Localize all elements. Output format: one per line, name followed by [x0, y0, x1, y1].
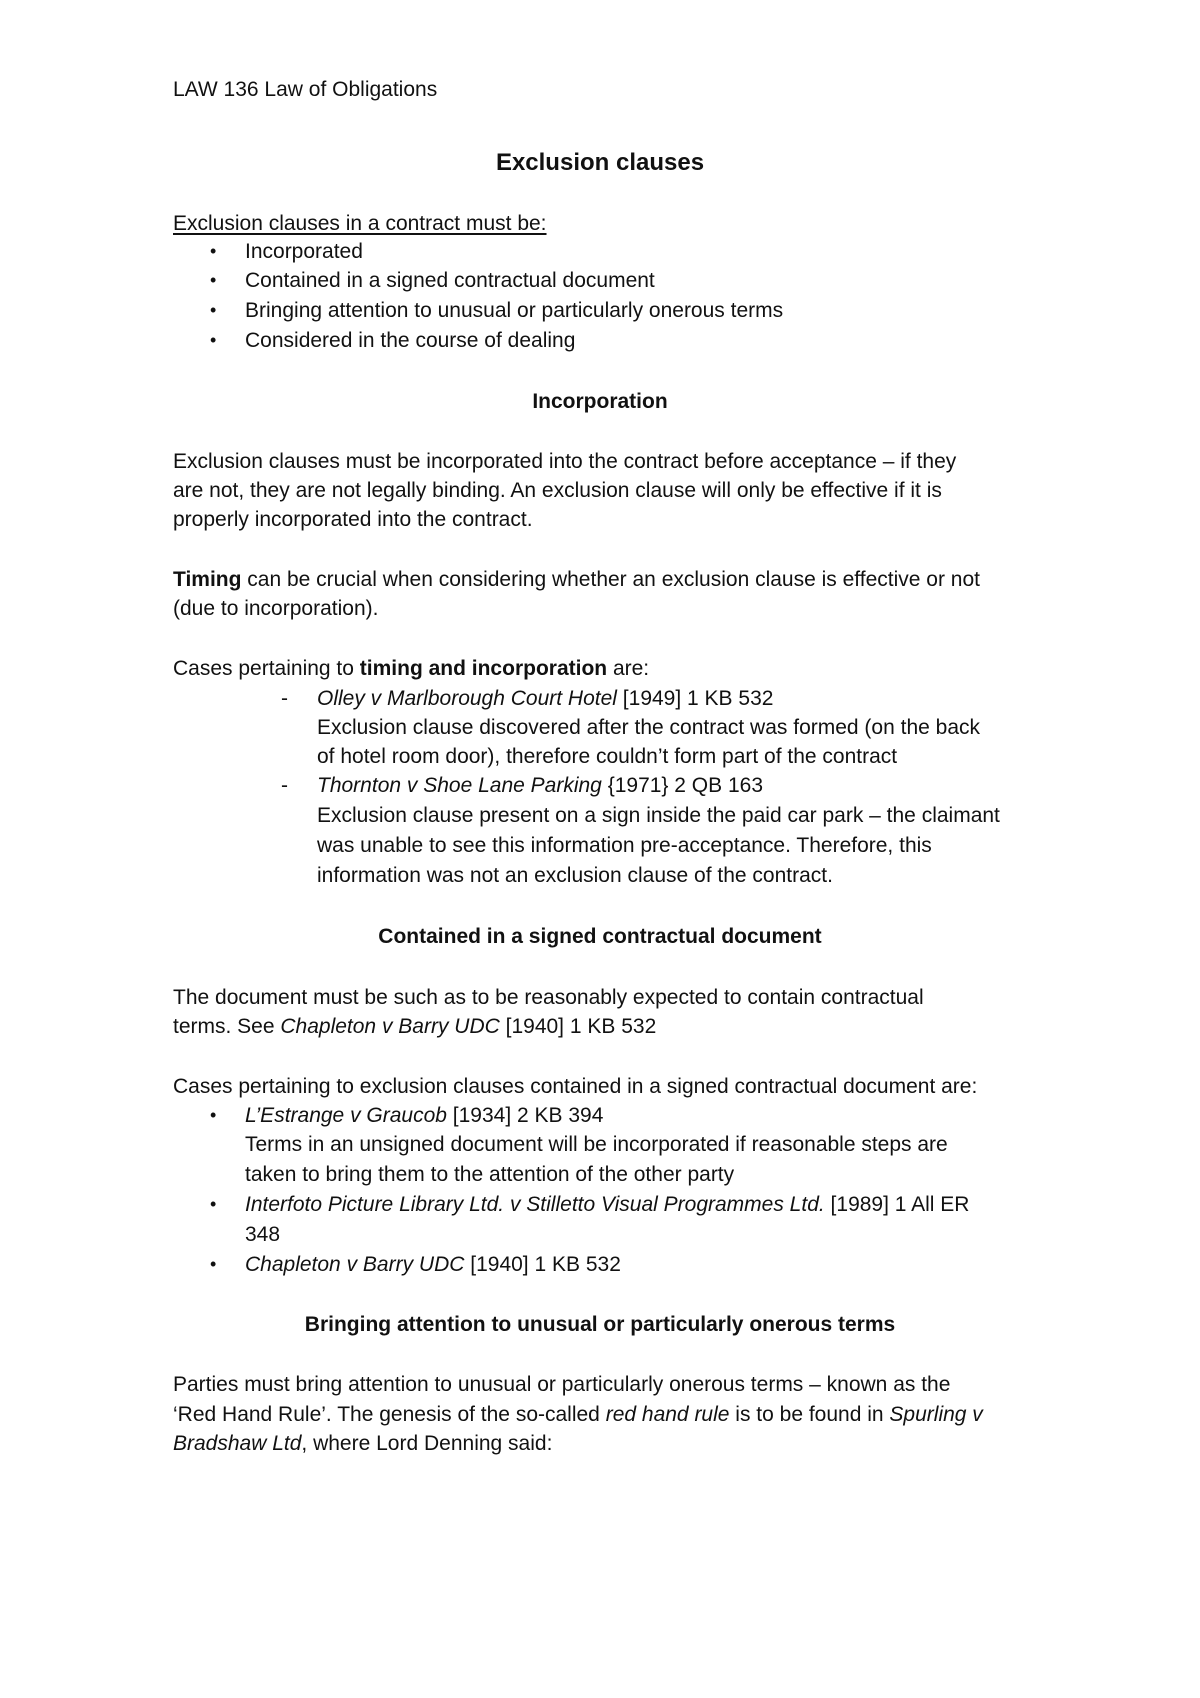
course-header: LAW 136 Law of Obligations [173, 78, 438, 101]
paragraph-line: are not, they are not legally binding. An exclusion clause will only be effective if it is [173, 479, 942, 502]
list-item: Considered in the course of dealing [245, 329, 576, 352]
section-heading-incorporation: Incorporation [532, 390, 668, 413]
case-name: Chapleton v Barry UDC [245, 1253, 465, 1276]
paragraph-line: (due to incorporation). [173, 597, 379, 620]
case-description: Terms in an unsigned document will be incorporated if reasonable steps are [245, 1133, 948, 1156]
requirements-heading: Exclusion clauses in a contract must be: [173, 212, 547, 235]
paragraph-line: properly incorporated into the contract. [173, 508, 533, 531]
list-item: Incorporated [245, 240, 363, 263]
case-name: Olley v Marlborough Court Hotel [317, 687, 617, 710]
paragraph-line: Exclusion clauses must be incorporated into the contract before acceptance – if they [173, 450, 957, 473]
paragraph-line: ‘Red Hand Rule’. The genesis of the so-called red hand rule is to be found in Spurling v [173, 1403, 983, 1426]
case-name: Thornton v Shoe Lane Parking [317, 774, 602, 797]
paragraph-line: Parties must bring attention to unusual or particularly onerous terms – known as the [173, 1373, 951, 1396]
case-name: Interfoto Picture Library Ltd. v Stilletto Visual Programmes Ltd. [245, 1193, 825, 1216]
case-description: of hotel room door), therefore couldn’t form part of the contract [317, 745, 898, 768]
case-description: Exclusion clause discovered after the contract was formed (on the back [317, 716, 980, 739]
case-citation: Thornton v Shoe Lane Parking {1971} 2 QB 163 [317, 774, 763, 797]
bullet-icon: • [210, 330, 217, 350]
bullet-icon: • [210, 1194, 217, 1214]
italic-term: red hand rule [605, 1403, 730, 1426]
paragraph-line: Timing can be crucial when considering whether an exclusion clause is effective or not [173, 568, 980, 591]
page-title: Exclusion clauses [495, 149, 705, 176]
case-name: Spurling v [889, 1403, 983, 1426]
case-name: Chapleton v Barry UDC [280, 1015, 500, 1038]
case-citation: Chapleton v Barry UDC [1940] 1 KB 532 [245, 1253, 621, 1276]
case-description: taken to bring them to the attention of the other party [245, 1163, 735, 1186]
case-citation-continued: 348 [245, 1223, 281, 1246]
case-name: Bradshaw Ltd [173, 1432, 302, 1455]
section-heading-signed-document: Contained in a signed contractual document [378, 925, 822, 948]
case-description: information was not an exclusion clause of the contract. [317, 864, 833, 887]
dash-icon: - [281, 774, 288, 797]
section-heading-onerous-terms: Bringing attention to unusual or particularly onerous terms [304, 1313, 896, 1336]
case-citation: Interfoto Picture Library Ltd. v Stilletto Visual Programmes Ltd. [1989] 1 All ER [245, 1193, 970, 1216]
paragraph-line: Bradshaw Ltd, where Lord Denning said: [173, 1432, 553, 1455]
case-description: was unable to see this information pre-acceptance. Therefore, this [317, 834, 932, 857]
bullet-icon: • [210, 1254, 217, 1274]
case-description: Exclusion clause present on a sign inside the paid car park – the claimant [317, 804, 1000, 827]
list-item: Contained in a signed contractual document [245, 269, 655, 292]
list-item: Bringing attention to unusual or particularly onerous terms [245, 299, 784, 322]
paragraph-line: Cases pertaining to timing and incorporation are: [173, 657, 650, 680]
bold-term: Timing [173, 568, 242, 591]
bullet-icon: • [210, 241, 217, 261]
paragraph-line: terms. See Chapleton v Barry UDC [1940] 1 KB 532 [173, 1015, 657, 1038]
bullet-icon: • [210, 300, 217, 320]
case-citation: Olley v Marlborough Court Hotel [1949] 1 KB 532 [317, 687, 774, 710]
bullet-icon: • [210, 270, 217, 290]
case-name: L’Estrange v Graucob [245, 1104, 447, 1127]
dash-icon: - [281, 687, 288, 710]
bullet-icon: • [210, 1105, 217, 1125]
bold-term: timing and incorporation [359, 657, 608, 680]
paragraph-line: Cases pertaining to exclusion clauses contained in a signed contractual document are: [173, 1075, 978, 1098]
paragraph-line: The document must be such as to be reasonably expected to contain contractual [173, 986, 924, 1009]
case-citation: L’Estrange v Graucob [1934] 2 KB 394 [245, 1104, 604, 1127]
